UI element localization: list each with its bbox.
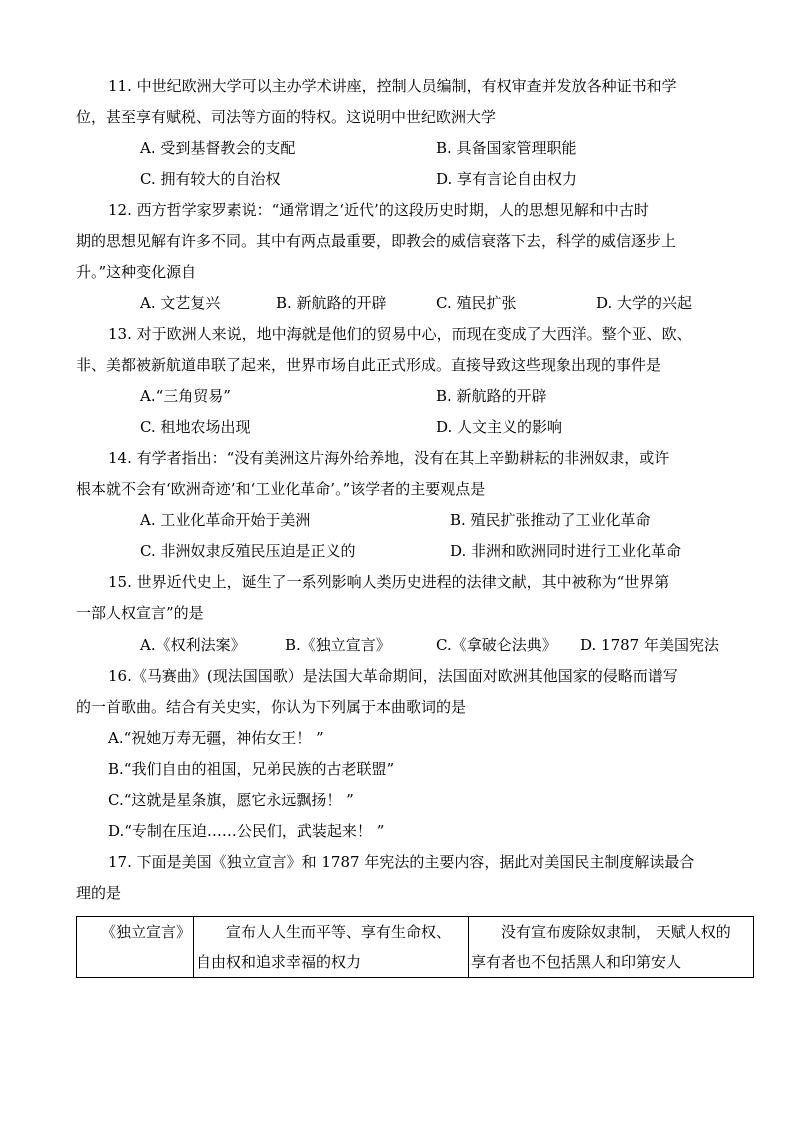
question-13-option-b: B. 新航路的开辟 — [436, 387, 547, 405]
question-16-option-a: A.“祝她万寿无疆，神佑女王！ ” — [108, 729, 324, 747]
question-14-option-b: B. 殖民扩张推动了工业化革命 — [450, 511, 651, 529]
question-15-option-d: D. 1787 年美国宪法 — [580, 636, 719, 654]
table-cell-limitation-text-1: 没有宣布废除奴隶制， 天赋人权的 — [501, 923, 731, 941]
table-cell-content-line-1 — [196, 917, 466, 947]
table-cell-limitation-line-2: 享有者也不包括黑人和印第安人 — [471, 953, 682, 971]
table-cell-content-line-2: 自由权和追求幸福的权力 — [196, 953, 362, 971]
question-12-option-a: A. 文艺复兴 — [140, 294, 221, 312]
question-14-line-2: 根本就不会有‘欧洲奇迹’和‘工业化革命’。”该学者的主要观点是 — [76, 480, 486, 498]
question-12-line-3: 升。”这种变化源自 — [76, 263, 197, 281]
comparison-table — [76, 916, 754, 978]
question-12-option-b: B. 新航路的开辟 — [276, 294, 387, 312]
table-cell-limitation-line-1 — [471, 917, 751, 947]
question-16-option-c: C.“这就是星条旗，愿它永远飘扬！ ” — [108, 791, 354, 809]
question-11-line-1: 11. 中世纪欧洲大学可以主办学术讲座，控制人员编制，有权审查并发放各种证书和学 — [108, 77, 677, 95]
table-cell-document-text: 《独立宣言》 — [100, 923, 191, 941]
question-15-line-1: 15. 世界近代史上，诞生了一系列影响人类历史进程的法律文献，其中被称为“世界第 — [108, 573, 670, 591]
table-cell-content-text-1: 宣布人人生而平等、享有生命权、 — [226, 923, 452, 941]
question-13-option-a: A.“三角贸易” — [140, 387, 231, 405]
question-15-option-b: B.《独立宣言》 — [285, 636, 391, 654]
question-13-option-d: D. 人文主义的影响 — [436, 418, 563, 436]
question-11-option-b: B. 具备国家管理职能 — [436, 139, 577, 157]
question-11-option-d: D. 享有言论自由权力 — [436, 170, 578, 188]
question-12-option-d: D. 大学的兴起 — [596, 294, 693, 312]
question-14-option-a: A. 工业化革命开始于美洲 — [140, 511, 311, 529]
question-13-line-1: 13. 对于欧洲人来说，地中海就是他们的贸易中心，而现在变成了大西洋。整个亚、欧、 — [108, 325, 692, 343]
question-17-line-2: 理的是 — [76, 884, 122, 902]
table-cell-document — [77, 917, 194, 978]
table-cell-content — [194, 917, 469, 978]
question-16-line-1: 16.《马赛曲》(现法国国歌）是法国大革命期间，法国面对欧洲其他国家的侵略而谱写 — [108, 667, 678, 685]
question-11-option-c: C. 拥有较大的自治权 — [140, 170, 281, 188]
question-15-option-c: C.《拿破仑法典》 — [436, 636, 557, 654]
question-15-line-2: 一部人权宣言”的是 — [76, 604, 204, 622]
question-11-line-2: 位，甚至享有赋税、司法等方面的特权。这说明中世纪欧洲大学 — [76, 108, 497, 126]
question-13-line-2: 非、美都被新航道串联了起来，世界市场自此正式形成。直接导致这些现象出现的事件是 — [76, 356, 662, 374]
question-14-option-d: D. 非洲和欧洲同时进行工业化革命 — [450, 542, 682, 560]
question-12-line-2: 期的思想见解有许多不同。其中有两点最重要，即教会的威信衰落下去，科学的威信逐步上 — [76, 232, 677, 250]
question-15-option-a: A.《权利法案》 — [140, 636, 246, 654]
question-12-option-c: C. 殖民扩张 — [436, 294, 517, 312]
question-17-line-1: 17. 下面是美国《独立宣言》和 1787 年宪法的主要内容，据此对美国民主制度解读最合 — [108, 853, 695, 871]
question-13-option-c: C. 租地农场出现 — [140, 418, 251, 436]
question-16-line-2: 的一首歌曲。结合有关史实，你认为下列属于本曲歌词的是 — [76, 698, 467, 716]
table-cell-limitation — [469, 917, 754, 978]
question-16-option-b: B.“我们自由的祖国，兄弟民族的古老联盟” — [108, 760, 395, 778]
question-11-option-a: A. 受到基督教会的支配 — [140, 139, 296, 157]
question-14-line-1: 14. 有学者指出：“没有美洲这片海外给养地，没有在其上辛勤耕耘的非洲奴隶，或许 — [108, 449, 670, 467]
question-14-option-c: C. 非洲奴隶反殖民压迫是正义的 — [140, 542, 356, 560]
question-12-line-1: 12. 西方哲学家罗素说：“通常谓之‘近代’的这段历史时期，人的思想见解和中古时 — [108, 201, 649, 219]
table-row — [77, 917, 754, 978]
question-16-option-d: D.“专制在压迫……公民们，武装起来！ ” — [108, 822, 385, 840]
